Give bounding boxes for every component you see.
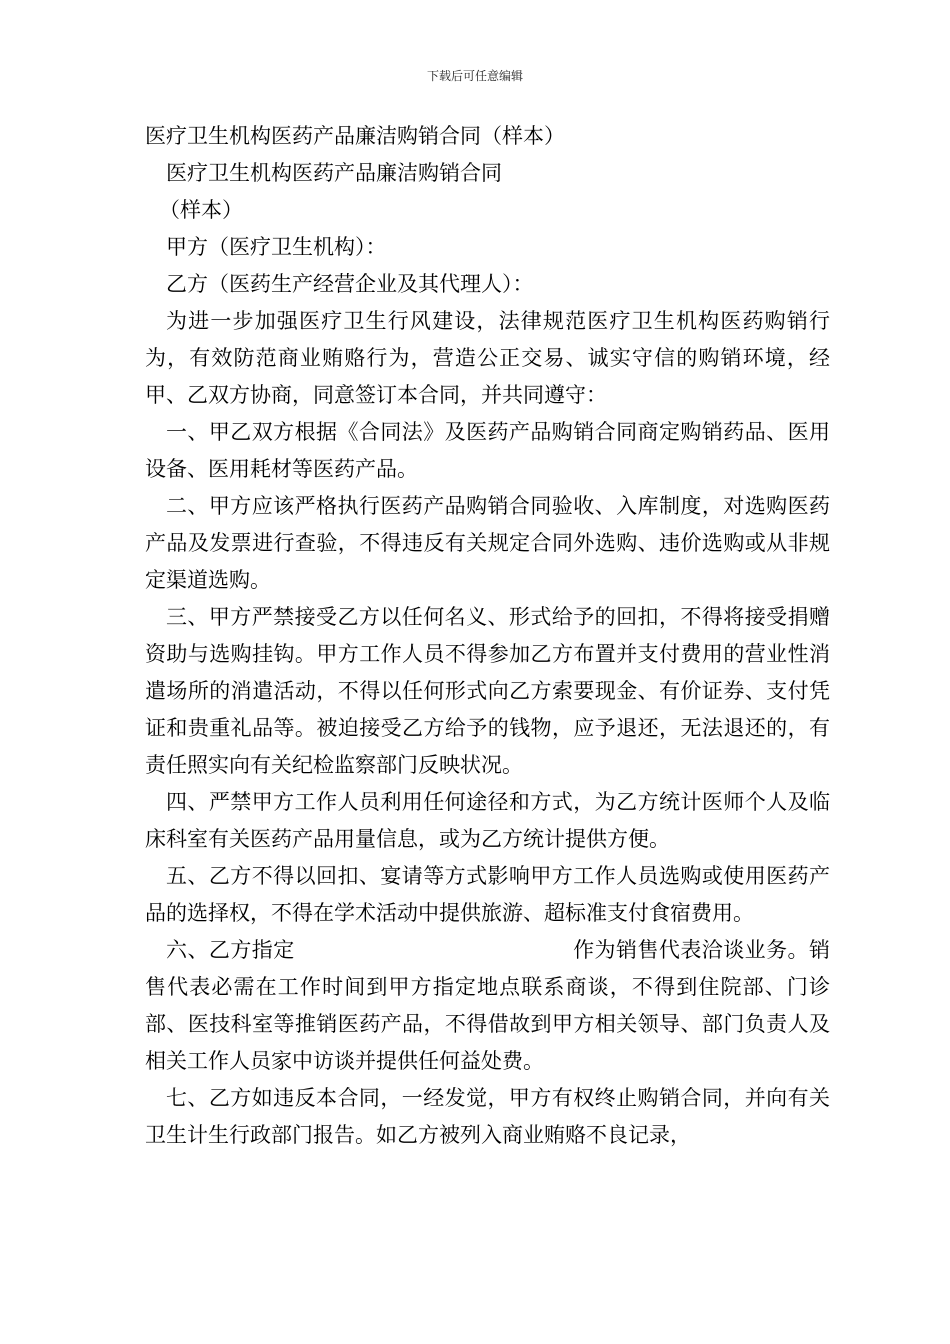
clause-2: 二、甲方应该严格执行医药产品购销合同验收、入库制度，对选购医药产品及发票进行查验，不得违反有关规定合同外选购、违价选购或从非规定渠道选购。 — [145, 494, 830, 592]
clause-5: 五、乙方不得以回扣、宴请等方式影响甲方工作人员选购或使用医药产品的选择权，不得在学术活动中提供旅游、超标准支付食宿费用。 — [145, 864, 830, 925]
clause-6-suffix: 作为销售代表洽谈业务。销售代表必需在工作时间到甲方指定地点联系商谈，不得到住院部、门诊部、医技科室等推销医药产品，不得借故到甲方相关领导、部门负责人及相关工作人员家中访谈并提供任何益处费。 — [145, 938, 831, 1073]
contract-title: 医疗卫生机构医药产品廉洁购销合同 — [166, 161, 502, 185]
page-header-note: 下载后可任意编辑 — [426, 69, 523, 83]
clause-6-prefix: 六、乙方指定 — [166, 938, 295, 962]
clause-6 — [145, 932, 830, 1080]
clause-7: 七、乙方如违反本合同，一经发觉，甲方有权终止购销合同，并向有关卫生计生行政部门报告。如乙方被列入商业贿赂不良记录， — [145, 1086, 830, 1147]
party-b-line: 乙方（医药生产经营企业及其代理人）： — [166, 272, 534, 296]
contract-document — [145, 118, 830, 1154]
clause-3: 三、甲方严禁接受乙方以任何名义、形式给予的回扣，不得将接受捐赠资助与选购挂钩。甲方工作人员不得参加乙方布置并支付费用的营业性消遣场所的消遣活动，不得以任何形式向乙方索要现金、有价证券、支付凭证和贵重礼品等。被迫接受乙方给予的钱物，应予退还，无法退还的，有责任照实向有关纪检监察部门反映状况。 — [145, 605, 830, 777]
title-line: 医疗卫生机构医药产品廉洁购销合同（样本） — [145, 124, 565, 148]
contract-subtitle: （样本） — [159, 198, 243, 222]
party-a-line: 甲方（医疗卫生机构）： — [166, 235, 387, 259]
clause-1: 一、甲乙双方根据《合同法》及医药产品购销合同商定购销药品、医用设备、医用耗材等医药产品。 — [145, 420, 830, 481]
preamble-paragraph: 为进一步加强医疗卫生行风建设，法律规范医疗卫生机构医药购销行为，有效防范商业贿赂行为，营造公正交易、诚实守信的购销环境，经甲、乙双方协商，同意签订本合同，并共同遵守： — [145, 309, 830, 407]
clause-4: 四、严禁甲方工作人员利用任何途径和方式，为乙方统计医师个人及临床科室有关医药产品用量信息，或为乙方统计提供方便。 — [145, 790, 830, 851]
